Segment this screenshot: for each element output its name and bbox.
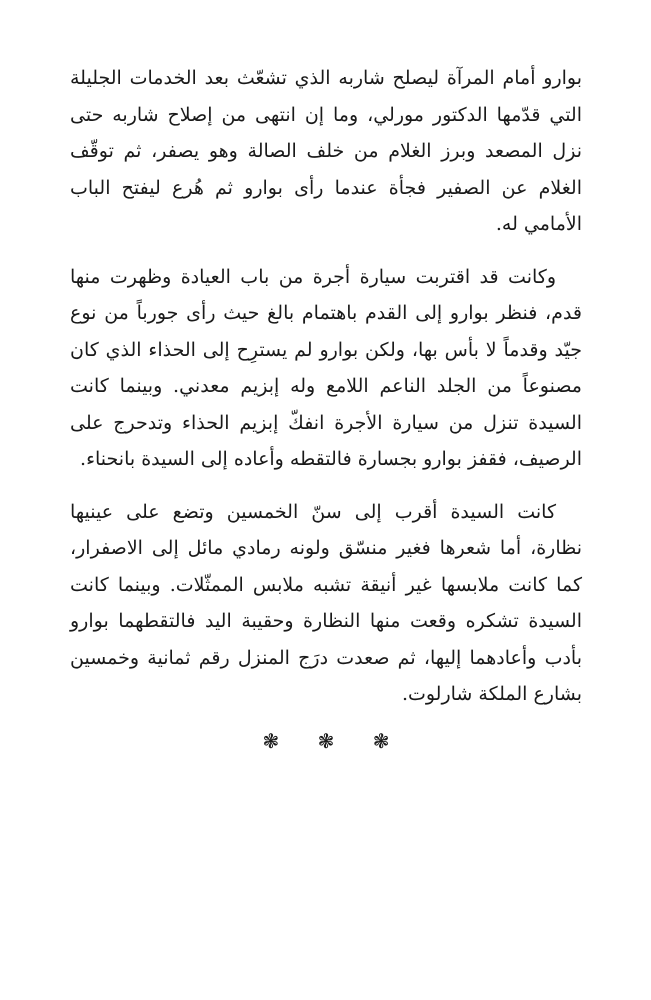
paragraph-1: بوارو أمام المرآة ليصلح شاربه الذي تشعّث بعد الخدمات الجليلة التي قدّمها الدكتور مورلي، وما إن انتهى من إصلاح شاربه حتى نزل المصعد وبرز الغلام من خلف الصالة وهو يصفر، ثم توقّف الغلام عن الصفير فجأة عندما رأى بوارو ثم هُرع ليفتح الباب الأمامي له. bbox=[70, 67, 582, 235]
paragraph-2: وكانت قد اقتربت سيارة أجرة من باب العيادة وظهرت منها قدم، فنظر بوارو إلى القدم باهتمام بالغ حيث رأى جورباً من نوع جيّد وقدماً لا بأس بها، ولكن بوارو لم يسترِح إلى الحذاء الذي كان مصنوعاً من الجلد الناعم اللامع وله إبزيم معدني. وبينما كانت السيدة تنزل من سيارة الأجرة انفكّ إبزيم الحذاء وتدحرج على الرصيف، فقفز بوارو بجسارة فالتقطه وأعاده إلى السيدة بانحناء. bbox=[70, 265, 582, 470]
page-body bbox=[70, 60, 582, 753]
section-separator: ❃ ❃ ❃ bbox=[262, 728, 406, 753]
paragraph-3: كانت السيدة أقرب إلى سنّ الخمسين وتضع على عينيها نظارة، أما شعرها فغير منسّق ولونه رمادي مائل إلى الاصفرار، كما كانت ملابسها غير أنيقة تشبه ملابس الممثّلات. وبينما كانت السيدة تشكره وقعت منها النظارة وحقيبة اليد فالتقطهما بوارو بأدب وأعادهما إليها، ثم صعدت درَج المنزل رقم ثمانية وخمسين بشارع الملكة شارلوت. bbox=[70, 500, 582, 705]
